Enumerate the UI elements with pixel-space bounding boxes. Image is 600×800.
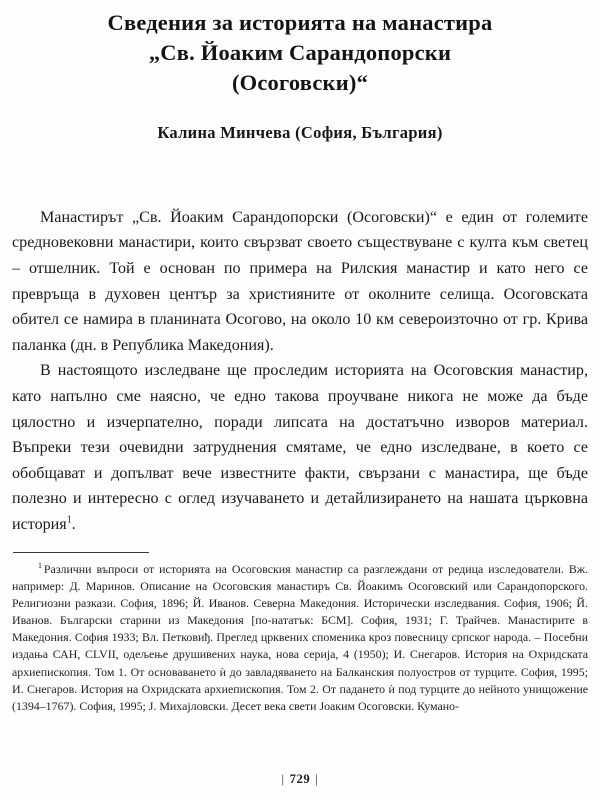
footnote-number: 1 bbox=[38, 561, 42, 571]
paragraph-1: Манастирът „Св. Йоаким Сарандопорски (Осоговски)“ е един от големите средновековни манастири, които свързват своето съществуване с култа към светец – отшелник. Той е основан по примера на Рилския манастир и като него се превръща в духовен център за християните от околните селища. Осоговската обител се намира в планината Осогово, на около 10 км североизточно от гр. Крива паланка (дн. в Република Македония). bbox=[12, 208, 588, 354]
author-byline: Калина Минчева (София, България) bbox=[157, 122, 443, 142]
title-block bbox=[12, 0, 588, 143]
page-folio bbox=[0, 772, 600, 787]
paragraph-2-text: В настоящото изследване ще проследим историята на Осоговския манастир, като напълно сме наясно, че едно такова проучване никога не може да бъде цялостно и изчерпателно, поради липсата на достатъчно изворов материал. Въпреки тези очевидни затруднения смятаме, че едно изследване, в което се обобщават и допълват вече известните факти, свързани с манастира, ще бъде полезно и интересно с оглед изучаването и детайлизирането на нашата църковна история bbox=[12, 362, 588, 533]
footnote-1 bbox=[12, 561, 588, 715]
footnote-reference-marker[interactable]: 1 bbox=[66, 514, 72, 526]
paragraph-2: В настоящото изследване ще проследим историята на Осоговския манастир, като напълно сме наясно, че едно такова проучване никога не може да бъде цялостно и изчерпателно, поради липсата на достатъчно изворов материал. Въпреки тези очевидни затруднения смятаме, че едно изследване, в което се обобщават и допълват вече известните факти, свързани с манастира, ще бъде полезно и интересно с оглед изучаването и детайлизирането на нашата църковна история$^1$. bbox=[12, 362, 588, 533]
footnote-area bbox=[12, 552, 588, 715]
body-text bbox=[12, 205, 588, 538]
page-number: 729 bbox=[289, 772, 311, 786]
page-title bbox=[12, 8, 588, 98]
footnote-separator-rule bbox=[13, 552, 149, 553]
folio-bar-right: | bbox=[315, 772, 319, 786]
title-line-2: „Св. Йоаким Сарандопорски bbox=[148, 39, 452, 65]
folio-bar-left: | bbox=[281, 772, 285, 786]
footnote-body: Различни въпроси от историята на Осоговския манастир са разглеждани от редица изследователи. Вж. например: Д. Маринов. Описание на Осоговския манастиръ Св. Йоакимъ Осоговский или Сарандопорского. Религиозни разкази. София, 1896; Й. Иванов. Северна Македония. Исторически изследвания. София, 1906; Й. Иванов. Български старини из Македония [по-нататък: БСМ]. София, 1931; Г. Трайчев. Манастирите в Македония. София 1933; Вл. Петковиђ. Преглед црквених споменика кроз повесницу српског народа. – Посебни издања САН, CLVII, одељење друшивених наука, нова серија, 4 (1950); И. Снегаров. История на Охридската архиепископия. Том 1. От основаването ѝ до завладяването на Балканския полуостров от турците. София, 1995; И. Снегаров. История на Охридската архиепископия. Том 2. От падането ѝ под турците до нейното унищожение (1394–1767). София, 1995; Ј. Михајловски. Десет века свети Јоаким Осоговски. Кумано- bbox=[12, 562, 588, 713]
title-line-3: (Осоговски)“ bbox=[231, 69, 369, 95]
title-line-1: Сведения за историята на манастира bbox=[107, 10, 493, 35]
